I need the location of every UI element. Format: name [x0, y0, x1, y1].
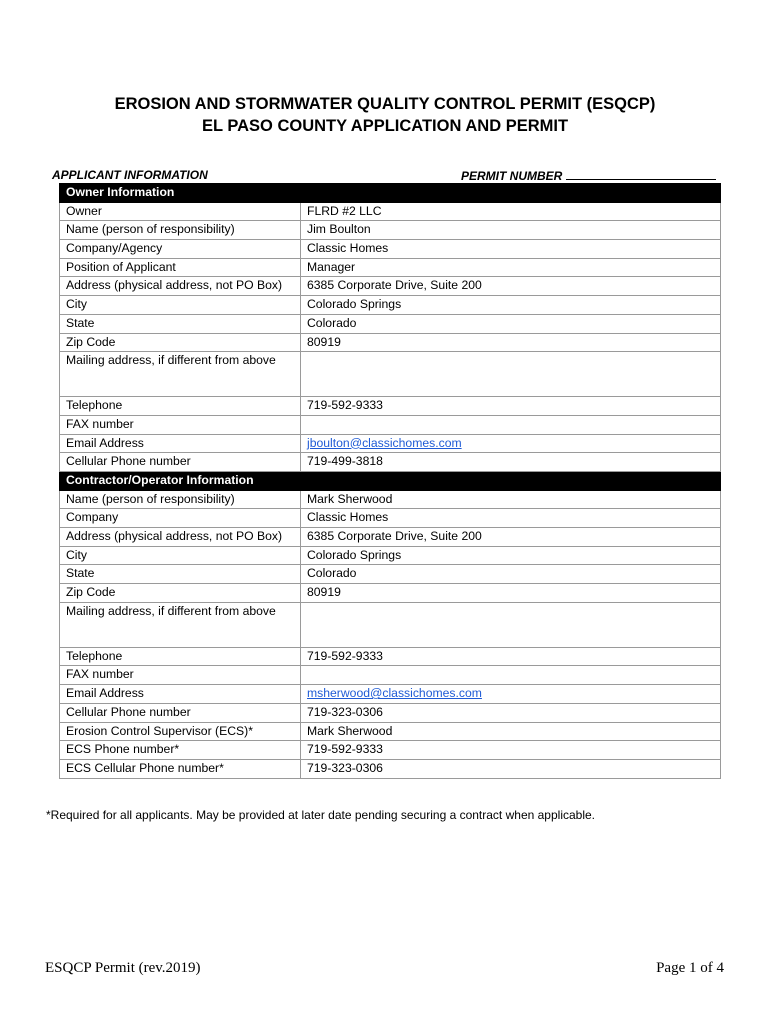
contractor-mailing-value[interactable]: [301, 602, 721, 647]
owner-value[interactable]: FLRD #2 LLC: [301, 202, 721, 221]
contractor-zip-label: Zip Code: [60, 584, 301, 603]
contractor-zip-value[interactable]: 80919: [301, 584, 721, 603]
contractor-address-row: [60, 528, 721, 547]
owner-section-title: Owner Information: [60, 184, 301, 203]
owner-fax-value[interactable]: [301, 415, 721, 434]
ecs-phone-label: ECS Phone number*: [60, 741, 301, 760]
contractor-fax-row: [60, 666, 721, 685]
owner-company-row: [60, 240, 721, 259]
owner-state-value[interactable]: Colorado: [301, 314, 721, 333]
contractor-company-row: [60, 509, 721, 528]
permit-number-label: PERMIT NUMBER: [461, 169, 563, 183]
owner-mailing-value[interactable]: [301, 352, 721, 397]
contractor-name-row: [60, 490, 721, 509]
ecs-cell-label: ECS Cellular Phone number*: [60, 759, 301, 778]
owner-city-label: City: [60, 296, 301, 315]
contractor-name-value[interactable]: Mark Sherwood: [301, 490, 721, 509]
application-form-table: [59, 183, 721, 779]
contractor-address-label: Address (physical address, not PO Box): [60, 528, 301, 547]
owner-address-label: Address (physical address, not PO Box): [60, 277, 301, 296]
contractor-cell-row: [60, 703, 721, 722]
owner-position-row: [60, 258, 721, 277]
contractor-mailing-label: Mailing address, if different from above: [60, 602, 301, 647]
owner-address-value[interactable]: 6385 Corporate Drive, Suite 200: [301, 277, 721, 296]
owner-email-link[interactable]: jboulton@classichomes.com: [307, 435, 462, 450]
owner-position-label: Position of Applicant: [60, 258, 301, 277]
owner-state-row: [60, 314, 721, 333]
owner-zip-label: Zip Code: [60, 333, 301, 352]
title-line-1: EROSION AND STORMWATER QUALITY CONTROL PERMIT (ESQCP): [114, 95, 656, 113]
ecs-cell-row: [60, 759, 721, 778]
contractor-email-link[interactable]: msherwood@classichomes.com: [307, 686, 482, 701]
contractor-cell-label: Cellular Phone number: [60, 703, 301, 722]
owner-zip-row: [60, 333, 721, 352]
applicant-information-label: APPLICANT INFORMATION: [52, 168, 208, 182]
owner-row: [60, 202, 721, 221]
owner-name-row: [60, 221, 721, 240]
owner-mailing-row: [60, 352, 721, 397]
ecs-label: Erosion Control Supervisor (ECS)*: [60, 722, 301, 741]
ecs-phone-value[interactable]: 719-592-9333: [301, 741, 721, 760]
owner-telephone-value[interactable]: 719-592-9333: [301, 397, 721, 416]
owner-cell-value[interactable]: 719-499-3818: [301, 453, 721, 472]
owner-mailing-label: Mailing address, if different from above: [60, 352, 301, 397]
owner-email-row: [60, 434, 721, 453]
ecs-value[interactable]: Mark Sherwood: [301, 722, 721, 741]
contractor-zip-row: [60, 584, 721, 603]
owner-name-value[interactable]: Jim Boulton: [301, 221, 721, 240]
owner-telephone-label: Telephone: [60, 397, 301, 416]
ecs-phone-row: [60, 741, 721, 760]
owner-zip-value[interactable]: 80919: [301, 333, 721, 352]
contractor-state-row: [60, 565, 721, 584]
contractor-city-row: [60, 546, 721, 565]
ecs-cell-value[interactable]: 719-323-0306: [301, 759, 721, 778]
owner-cell-row: [60, 453, 721, 472]
ecs-row: [60, 722, 721, 741]
contractor-section-title: Contractor/Operator Information: [60, 471, 301, 490]
contractor-address-value[interactable]: 6385 Corporate Drive, Suite 200: [301, 528, 721, 547]
contractor-name-label: Name (person of responsibility): [60, 490, 301, 509]
contractor-cell-value[interactable]: 719-323-0306: [301, 703, 721, 722]
owner-position-value[interactable]: Manager: [301, 258, 721, 277]
footer-form-revision: ESQCP Permit (rev.2019): [45, 960, 201, 976]
contractor-section-header: [60, 471, 721, 490]
permit-number-header: [461, 168, 721, 183]
owner-fax-label: FAX number: [60, 415, 301, 434]
contractor-city-label: City: [60, 546, 301, 565]
owner-company-label: Company/Agency: [60, 240, 301, 259]
permit-number-field[interactable]: [566, 168, 716, 180]
owner-state-label: State: [60, 314, 301, 333]
contractor-email-label: Email Address: [60, 685, 301, 704]
contractor-fax-label: FAX number: [60, 666, 301, 685]
contractor-fax-value[interactable]: [301, 666, 721, 685]
title-line-2: EL PASO COUNTY APPLICATION AND PERMIT: [201, 117, 569, 135]
owner-telephone-row: [60, 397, 721, 416]
required-footnote: *Required for all applicants. May be provided at later date pending securing a contract when applicable.: [46, 808, 595, 822]
owner-cell-label: Cellular Phone number: [60, 453, 301, 472]
owner-fax-row: [60, 415, 721, 434]
contractor-state-value[interactable]: Colorado: [301, 565, 721, 584]
owner-company-value[interactable]: Classic Homes: [301, 240, 721, 259]
owner-name-label: Name (person of responsibility): [60, 221, 301, 240]
owner-city-value[interactable]: Colorado Springs: [301, 296, 721, 315]
contractor-email-row: [60, 685, 721, 704]
contractor-company-value[interactable]: Classic Homes: [301, 509, 721, 528]
owner-address-row: [60, 277, 721, 296]
contractor-mailing-row: [60, 602, 721, 647]
contractor-telephone-value[interactable]: 719-592-9333: [301, 647, 721, 666]
owner-email-label: Email Address: [60, 434, 301, 453]
contractor-telephone-row: [60, 647, 721, 666]
contractor-company-label: Company: [60, 509, 301, 528]
owner-city-row: [60, 296, 721, 315]
contractor-state-label: State: [60, 565, 301, 584]
contractor-city-value[interactable]: Colorado Springs: [301, 546, 721, 565]
contractor-telephone-label: Telephone: [60, 647, 301, 666]
owner-label: Owner: [60, 202, 301, 221]
owner-section-header: [60, 184, 721, 203]
footer-page-number: Page 1 of 4: [656, 960, 724, 976]
